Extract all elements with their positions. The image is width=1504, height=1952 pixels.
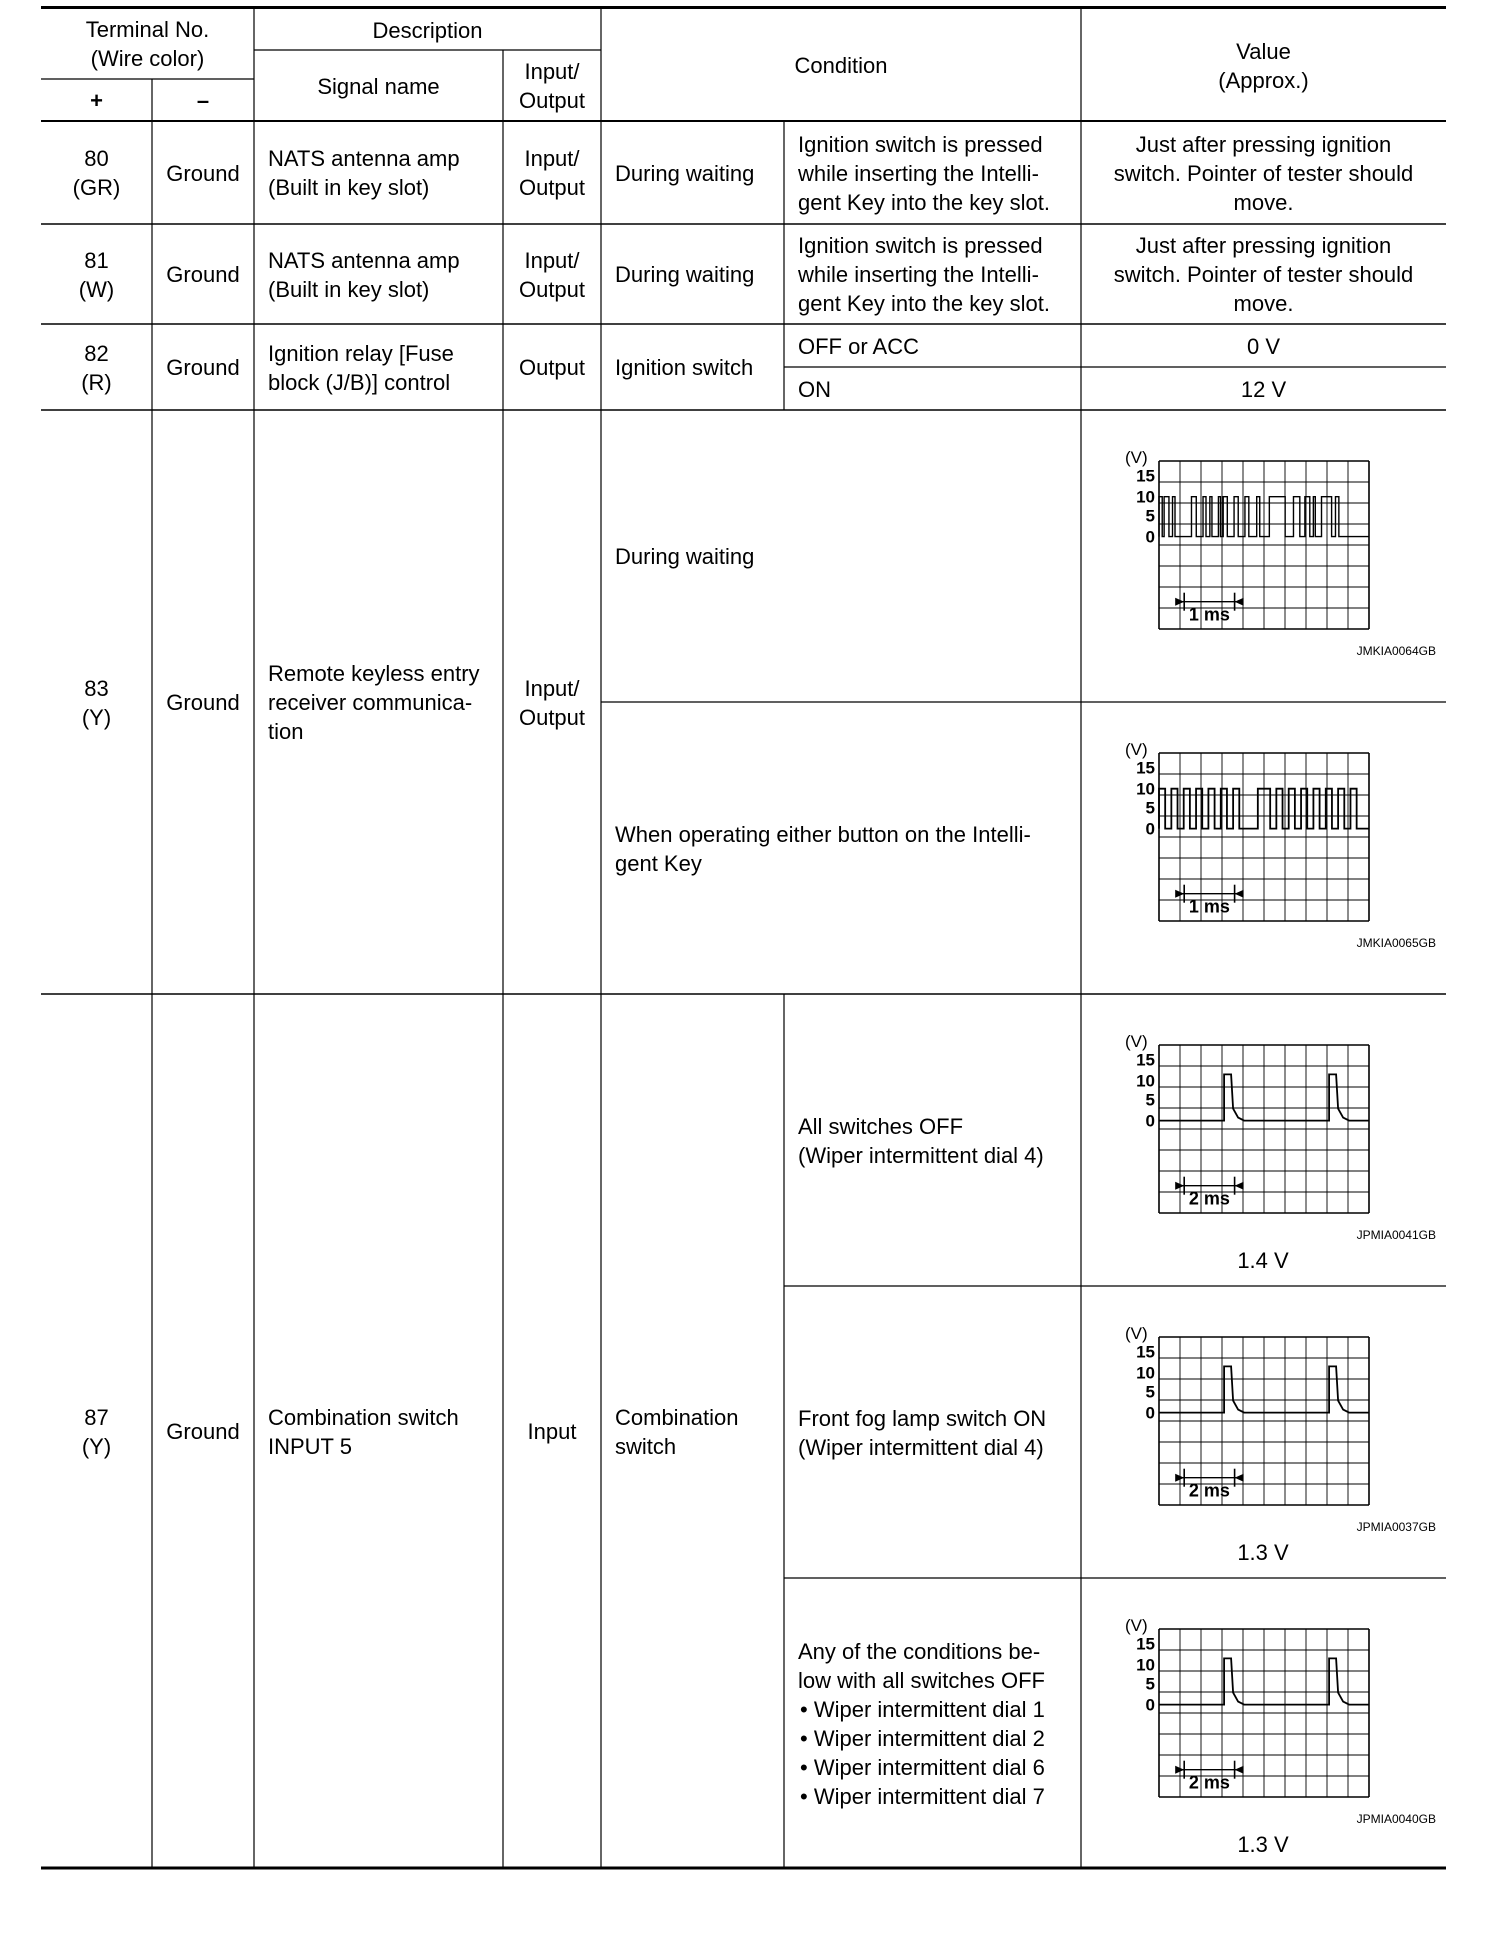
header-minus: –	[196, 87, 210, 113]
header-plus: +	[90, 87, 103, 113]
row81-condition: During waiting	[615, 262, 755, 287]
timebase-label: 2 ms	[1188, 1188, 1230, 1209]
row83-cond-waiting: During waiting	[615, 544, 755, 569]
waveform-83-operating	[1081, 703, 1446, 994]
figure-code: JPMIA0040GB	[1356, 1812, 1436, 1826]
row87-sub-any: Any of the conditions be- low with all switches OFF • Wiper intermittent dial 1 • Wiper intermittent dial 2 • Wiper intermittent dial 6 • Wiper intermittent dial 7	[798, 1638, 1045, 1809]
row87-ground: Ground	[166, 1419, 240, 1444]
row82-io: Output	[518, 355, 586, 380]
scope-tick-label: 15	[1136, 1342, 1155, 1362]
row87-sub-fog-on: Front fog lamp switch ON (Wiper intermittent dial 4)	[798, 1405, 1047, 1460]
row81-signal: NATS antenna amp (Built in key slot)	[268, 247, 460, 302]
figure-code: JMKIA0065GB	[1356, 936, 1436, 950]
waveform-87-all-off	[1081, 995, 1446, 1286]
scope-tick-label: 10	[1136, 1655, 1155, 1675]
scope-tick-label: 15	[1136, 758, 1155, 778]
timebase-label: 2 ms	[1188, 1772, 1230, 1793]
timebase-label: 2 ms	[1188, 1480, 1230, 1501]
scope-tick-label: 15	[1136, 466, 1155, 486]
scope-tick-label: 10	[1136, 779, 1155, 799]
row87-condition: Combination switch	[615, 1404, 739, 1459]
bullet-dial-7: • Wiper intermittent dial 7	[800, 1783, 1045, 1809]
bullet-dial-6: • Wiper intermittent dial 6	[800, 1754, 1045, 1780]
scope-tick-label: 5	[1145, 1382, 1155, 1402]
row80-terminal: 80 (GR)	[72, 146, 121, 200]
row82-condition: Ignition switch	[615, 355, 754, 380]
row82-ground: Ground	[166, 355, 240, 380]
row80-io: Input/ Output	[518, 146, 586, 200]
scope-tick-label: 0	[1145, 1111, 1155, 1131]
header-signal-name: Signal name	[317, 73, 440, 99]
scope-tick-label: 15	[1136, 1634, 1155, 1654]
terminal-table	[41, 6, 1446, 1870]
row87-sub-all-off: All switches OFF (Wiper intermittent dial 4)	[798, 1113, 1044, 1168]
scope-unit-label: (V)	[1125, 740, 1148, 759]
row83-terminal: 83 (Y)	[81, 675, 112, 730]
scope-tick-label: 5	[1145, 1674, 1155, 1694]
row80-sub-condition: Ignition switch is pressed while inserting the Intelli- gent Key into the key slot.	[798, 131, 1050, 215]
row80-value: Just after pressing ignition switch. Pointer of tester should move.	[1113, 131, 1414, 215]
row81-value: Just after pressing ignition switch. Pointer of tester should move.	[1113, 233, 1414, 316]
voltage-reading: 1.3 V	[1237, 1540, 1289, 1565]
row87-io: Input	[527, 1419, 577, 1444]
row83-cond-operating: When operating either button on the Intelli- gent Key	[615, 821, 1031, 876]
waveform-87-dial	[1081, 1579, 1446, 1868]
scope-tick-label: 15	[1136, 1050, 1155, 1070]
timebase-label: 1 ms	[1188, 896, 1230, 917]
row82-sub-off-acc: OFF or ACC	[798, 333, 920, 359]
bullet-dial-1: • Wiper intermittent dial 1	[800, 1696, 1045, 1722]
figure-code: JPMIA0037GB	[1356, 1520, 1436, 1534]
scope-tick-label: 0	[1145, 1403, 1155, 1423]
bullet-dial-2: • Wiper intermittent dial 2	[800, 1725, 1045, 1751]
row82-value-0v: 0 V	[1246, 333, 1281, 359]
row81-sub-condition: Ignition switch is pressed while inserting the Intelli- gent Key into the key slot.	[798, 233, 1050, 316]
scope-tick-label: 10	[1136, 487, 1155, 507]
header-input-output: Input/ Output	[518, 59, 586, 113]
figure-code: JPMIA0041GB	[1356, 1228, 1436, 1242]
scope-tick-label: 5	[1145, 798, 1155, 818]
scope-unit-label: (V)	[1125, 1032, 1148, 1051]
row80-ground: Ground	[166, 160, 240, 186]
scope-tick-label: 10	[1136, 1363, 1155, 1383]
row80-signal: NATS antenna amp (Built in key slot)	[268, 146, 460, 200]
waveform-87-fog-on	[1081, 1287, 1446, 1578]
row80-condition: During waiting	[615, 160, 755, 186]
row87-signal: Combination switch INPUT 5	[268, 1404, 459, 1459]
scope-tick-label: 0	[1145, 527, 1155, 547]
header-description: Description	[372, 17, 483, 43]
scope-tick-label: 10	[1136, 1071, 1155, 1091]
voltage-reading: 1.4 V	[1237, 1248, 1289, 1273]
waveform-83-waiting	[1081, 411, 1446, 702]
scope-tick-label: 5	[1145, 506, 1155, 526]
voltage-reading: 1.3 V	[1237, 1832, 1289, 1857]
scope-tick-label: 5	[1145, 1090, 1155, 1110]
timebase-label: 1 ms	[1188, 604, 1230, 625]
scope-unit-label: (V)	[1125, 1616, 1148, 1635]
scope-unit-label: (V)	[1125, 1324, 1148, 1343]
row81-terminal: 81 (W)	[78, 247, 115, 302]
row81-io: Input/ Output	[518, 247, 586, 302]
row83-ground: Ground	[166, 690, 240, 715]
row83-io: Input/ Output	[518, 675, 586, 730]
scope-tick-label: 0	[1145, 819, 1155, 839]
row82-value-12v: 12 V	[1240, 376, 1287, 402]
row87-terminal: 87 (Y)	[81, 1404, 112, 1459]
row81-ground: Ground	[166, 262, 240, 287]
figure-code: JMKIA0064GB	[1356, 644, 1436, 658]
row82-signal: Ignition relay [Fuse block (J/B)] control	[268, 340, 454, 395]
row82-sub-on: ON	[798, 376, 831, 402]
scope-unit-label: (V)	[1125, 448, 1148, 467]
scope-tick-label: 0	[1145, 1695, 1155, 1715]
header-condition: Condition	[794, 53, 888, 78]
row83-signal: Remote keyless entry receiver communica- tion	[268, 661, 480, 744]
header-value: Value (Approx.)	[1218, 38, 1309, 93]
header-terminal-no: Terminal No. (Wire color)	[85, 17, 210, 71]
row82-terminal: 82 (R)	[81, 340, 112, 395]
